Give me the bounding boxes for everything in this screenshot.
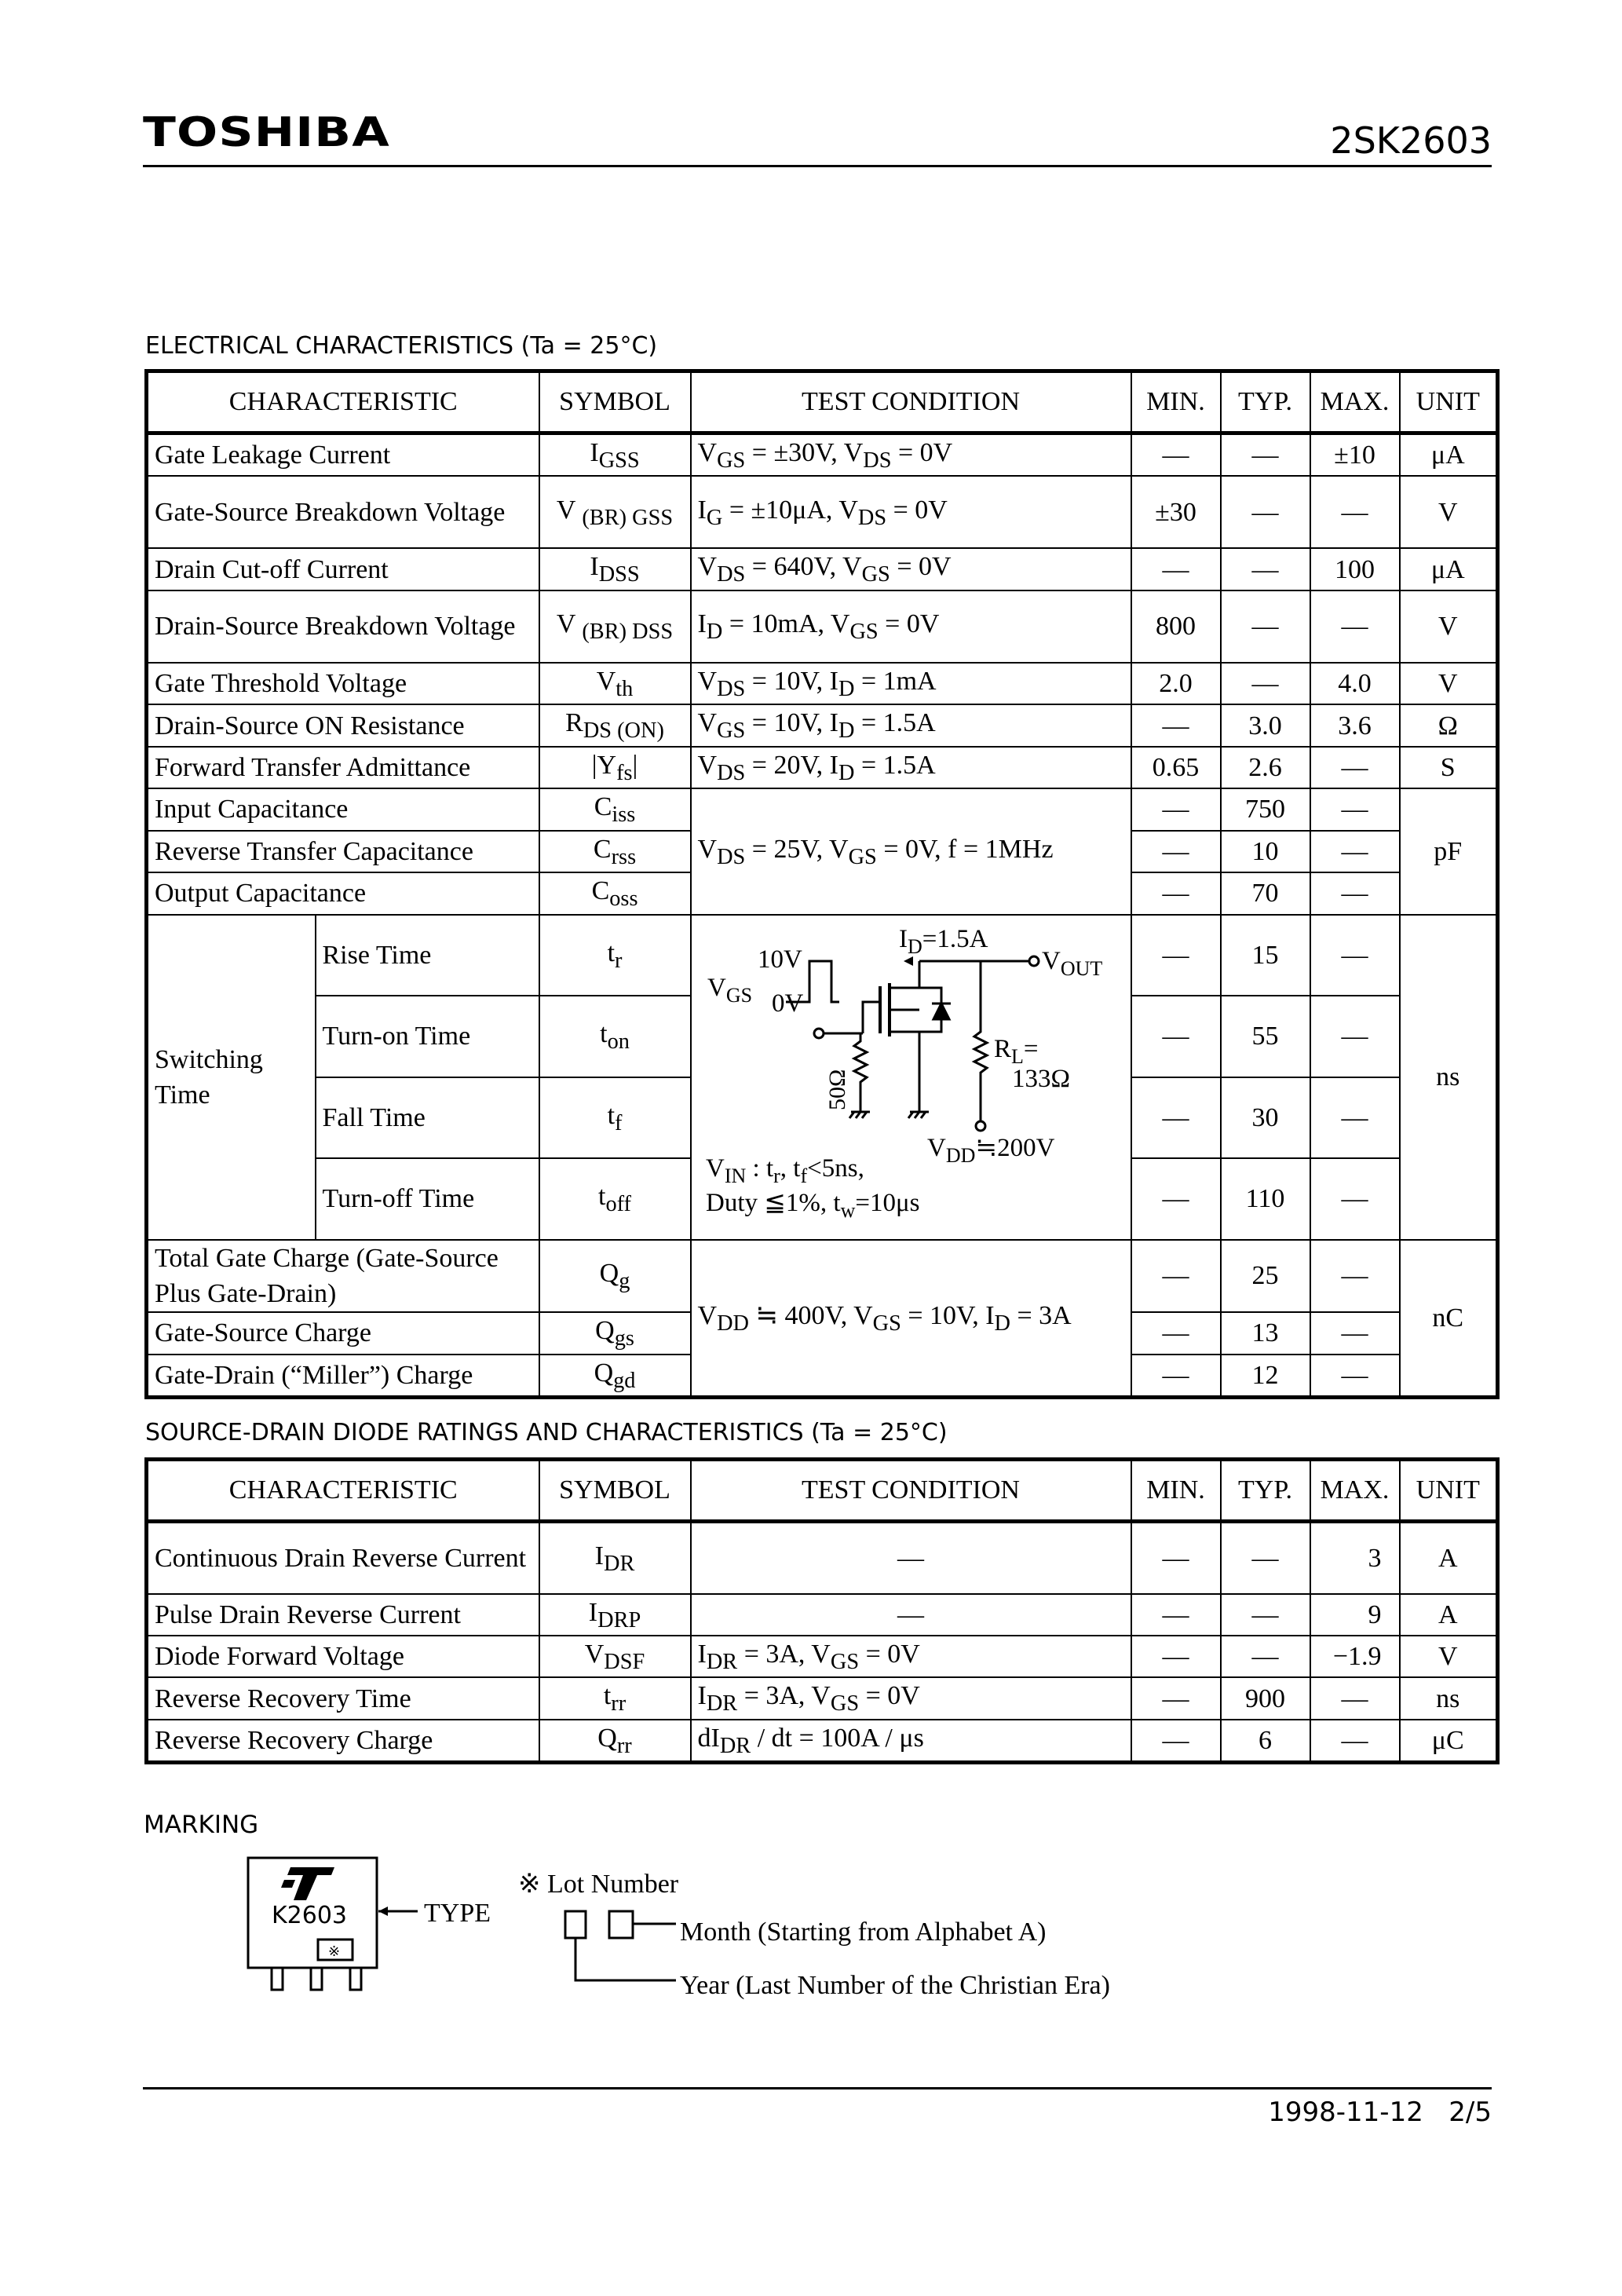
row-name: Gate-Source Charge [147, 1312, 539, 1354]
min-value: — [1131, 548, 1221, 590]
min-value: — [1131, 704, 1221, 746]
min-value: ±30 [1131, 476, 1221, 548]
symbol-crss: $C_{rss}$ [539, 831, 691, 872]
condition: $I_G = \pm 10\mu A$, $V_{DS} = 0V$ [691, 476, 1131, 548]
switching-circuit-cell [691, 915, 1131, 1240]
package-marking-diagram [245, 1855, 496, 2004]
max-value: — [1310, 788, 1400, 830]
unit-value: V [1400, 590, 1498, 663]
electrical-title: ELECTRICAL CHARACTERISTICS (Ta = 25°C) [145, 332, 658, 360]
month-label: Month (Starting from Alphabet A) [680, 1918, 1047, 1947]
table-row [147, 663, 1498, 704]
unit-value: μC [1400, 1720, 1498, 1763]
typ-value: 110 [1221, 1158, 1310, 1240]
row-name: Drain Cut-off Current [147, 548, 539, 590]
symbol-idr: $I_{DR}$ [539, 1522, 691, 1594]
row-name: Drain-Source Breakdown Voltage [147, 590, 539, 663]
max-value: — [1310, 872, 1400, 914]
row-name: Gate-Drain (“Miller”) Charge [147, 1355, 539, 1398]
row-name: Reverse Recovery Time [147, 1677, 539, 1719]
footer-date: 1998-11-12 [1268, 2097, 1423, 2128]
max-value: — [1310, 831, 1400, 872]
col-unit: UNIT [1400, 1460, 1498, 1522]
min-value: 2.0 [1131, 663, 1221, 704]
label-vgs: $V_{GS}$ [707, 973, 752, 1007]
col-test-condition: TEST CONDITION [691, 371, 1131, 433]
table-row [147, 1594, 1498, 1636]
row-name: Turn-off Time [316, 1158, 539, 1240]
symbol-coss: $C_{oss}$ [539, 872, 691, 914]
symbol-rdson: $R_{DS (ON)}$ [539, 704, 691, 746]
col-max: MAX. [1310, 371, 1400, 433]
label-50-ohm: 50Ω [824, 1069, 850, 1110]
max-value: — [1310, 1077, 1400, 1159]
label-rl: $R_L=$ [993, 1034, 1039, 1068]
col-symbol: SYMBOL [539, 1460, 691, 1522]
symbol-vth: $V_{th}$ [539, 663, 691, 704]
max-value: — [1310, 1312, 1400, 1354]
col-typ: TYP. [1221, 1460, 1310, 1522]
unit-value: ns [1400, 915, 1498, 1240]
row-name: Rise Time [316, 915, 539, 996]
unit-value: μA [1400, 548, 1498, 590]
table-row [147, 433, 1498, 477]
row-name: Pulse Drain Reverse Current [147, 1594, 539, 1636]
max-value: — [1310, 1240, 1400, 1312]
symbol-qgd: $Q_{gd}$ [539, 1355, 691, 1398]
max-value: 3 [1310, 1522, 1400, 1594]
marking-title: MARKING [144, 1811, 259, 1839]
symbol-vbrgss: V $_{(BR) GSS}$ [539, 476, 691, 548]
row-name: Gate Leakage Current [147, 433, 539, 477]
unit-value: V [1400, 1636, 1498, 1677]
min-value: — [1131, 1677, 1221, 1719]
typ-value: — [1221, 476, 1310, 548]
diode-title: SOURCE-DRAIN DIODE RATINGS AND CHARACTERISTICS (Ta = 25°C) [145, 1419, 948, 1446]
typ-value: 12 [1221, 1355, 1310, 1398]
min-value: — [1131, 872, 1221, 914]
typ-value: 3.0 [1221, 704, 1310, 746]
row-name: Diode Forward Voltage [147, 1636, 539, 1677]
row-name: Turn-on Time [316, 996, 539, 1077]
label-vdd: $V_{DD}≒200V$ [926, 1133, 1054, 1167]
max-value: −1.9 [1310, 1636, 1400, 1677]
unit-value: V [1400, 476, 1498, 548]
min-value: — [1131, 433, 1221, 477]
typ-value: — [1221, 1522, 1310, 1594]
table-row [147, 476, 1498, 548]
min-value: — [1131, 1312, 1221, 1354]
max-value: 9 [1310, 1594, 1400, 1636]
min-value: — [1131, 1594, 1221, 1636]
condition: $V_{DS} = 640V$, $V_{GS} = 0V$ [691, 548, 1131, 590]
max-value: — [1310, 590, 1400, 663]
unit-value: A [1400, 1522, 1498, 1594]
condition: $I_D = 10mA$, $V_{GS} = 0V$ [691, 590, 1131, 663]
unit-value: pF [1400, 788, 1498, 914]
min-value: — [1131, 996, 1221, 1077]
switching-test-circuit [692, 916, 1129, 1239]
col-characteristic: CHARACTERISTIC [147, 371, 539, 433]
unit-value: nC [1400, 1240, 1498, 1398]
table-row [147, 590, 1498, 663]
table-row [147, 1240, 1498, 1312]
symbol-igss: $I_{GSS}$ [539, 433, 691, 477]
max-value: — [1310, 747, 1400, 788]
row-name: Forward Transfer Admittance [147, 747, 539, 788]
symbol-ciss: $C_{iss}$ [539, 788, 691, 830]
min-value: — [1131, 1355, 1221, 1398]
label-vin-timing: $V_{IN}$ : $t_r$, $t_f<5ns$, [705, 1153, 864, 1187]
symbol-yfs: $|Y_{fs}|$ [539, 747, 691, 788]
symbol-vbrdss: V $_{(BR) DSS}$ [539, 590, 691, 663]
max-value: 4.0 [1310, 663, 1400, 704]
unit-value: S [1400, 747, 1498, 788]
typ-value: — [1221, 1594, 1310, 1636]
footer-page: 2/5 [1448, 2097, 1492, 2128]
lot-code-boxes [562, 1908, 680, 1994]
typ-value: 15 [1221, 915, 1310, 996]
row-name: Drain-Source ON Resistance [147, 704, 539, 746]
row-name: Input Capacitance [147, 788, 539, 830]
row-name: Reverse Recovery Charge [147, 1720, 539, 1763]
typ-value: 6 [1221, 1720, 1310, 1763]
max-value: — [1310, 1720, 1400, 1763]
symbol-qg: $Q_g$ [539, 1240, 691, 1312]
max-value: — [1310, 915, 1400, 996]
label-duty: Duty ≦1%, $t_w=10\mu s$ [705, 1188, 920, 1222]
max-value: ±10 [1310, 433, 1400, 477]
table-row [147, 704, 1498, 746]
symbol-trr: $t_{rr}$ [539, 1677, 691, 1719]
table-row [147, 1522, 1498, 1594]
typ-value: — [1221, 590, 1310, 663]
symbol-ton: $t_{on}$ [539, 996, 691, 1077]
col-min: MIN. [1131, 371, 1221, 433]
label-vout: $V_{OUT}$ [1041, 946, 1102, 980]
col-unit: UNIT [1400, 371, 1498, 433]
typ-value: 900 [1221, 1677, 1310, 1719]
brand-logo: TOSHIBA [143, 109, 390, 156]
header-rule [143, 165, 1492, 167]
row-name: Fall Time [316, 1077, 539, 1159]
electrical-table [144, 369, 1500, 1399]
condition: — [691, 1594, 1131, 1636]
min-value: — [1131, 831, 1221, 872]
table-row [147, 747, 1498, 788]
lot-number-label: ※ Lot Number [518, 1870, 679, 1899]
condition: $V_{DS} = 25V$, $V_{GS} = 0V$, f = 1MHz [691, 788, 1131, 914]
symbol-qgs: $Q_{gs}$ [539, 1312, 691, 1354]
condition: $V_{DD}$ ≒ 400V, $V_{GS} = 10V$, $I_D = 3A$ [691, 1240, 1131, 1398]
unit-value: A [1400, 1594, 1498, 1636]
max-value: 100 [1310, 548, 1400, 590]
label-0v: 0V [771, 989, 803, 1018]
min-value: — [1131, 1720, 1221, 1763]
min-value: 800 [1131, 590, 1221, 663]
min-value: — [1131, 915, 1221, 996]
typ-value: — [1221, 548, 1310, 590]
row-name: Total Gate Charge (Gate-Source Plus Gate-Drain) [147, 1240, 539, 1312]
footer-rule [143, 2087, 1492, 2089]
typ-value: 70 [1221, 872, 1310, 914]
symbol-toff: $t_{off}$ [539, 1158, 691, 1240]
table-header-row [147, 1460, 1498, 1522]
symbol-vdsf: $V_{DSF}$ [539, 1636, 691, 1677]
min-value: — [1131, 1077, 1221, 1159]
table-row [147, 548, 1498, 590]
min-value: — [1131, 1158, 1221, 1240]
col-typ: TYP. [1221, 371, 1310, 433]
col-symbol: SYMBOL [539, 371, 691, 433]
max-value: 3.6 [1310, 704, 1400, 746]
max-value: — [1310, 1677, 1400, 1719]
table-row [147, 915, 1498, 996]
unit-value: V [1400, 663, 1498, 704]
unit-value: μA [1400, 433, 1498, 477]
row-name: Gate Threshold Voltage [147, 663, 539, 704]
diode-table [144, 1457, 1500, 1764]
max-value: — [1310, 1355, 1400, 1398]
table-row [147, 1677, 1498, 1719]
min-value: 0.65 [1131, 747, 1221, 788]
typ-value: — [1221, 433, 1310, 477]
typ-value: 750 [1221, 788, 1310, 830]
col-max: MAX. [1310, 1460, 1400, 1522]
col-min: MIN. [1131, 1460, 1221, 1522]
lot-mark-symbol: ※ [328, 1943, 341, 1960]
label-id: $I_D=1.5A$ [898, 924, 988, 958]
footer [1268, 2097, 1492, 2128]
condition: $I_{DR} = 3A$, $V_{GS} = 0V$ [691, 1636, 1131, 1677]
load-resistor [974, 961, 987, 1121]
symbol-qrr: $Q_{rr}$ [539, 1720, 691, 1763]
symbol-idrp: $I_{DRP}$ [539, 1594, 691, 1636]
condition: — [691, 1522, 1131, 1594]
row-name: Output Capacitance [147, 872, 539, 914]
typ-value: 55 [1221, 996, 1310, 1077]
row-name: Gate-Source Breakdown Voltage [147, 476, 539, 548]
condition: $V_{GS} = \pm 30V$, $V_{DS} = 0V$ [691, 433, 1131, 477]
typ-value: — [1221, 1636, 1310, 1677]
condition: $dI_{DR}$ / dt = 100A / μs [691, 1720, 1131, 1763]
type-callout: TYPE [424, 1899, 491, 1928]
package-type-label: K2603 [272, 1902, 348, 1929]
typ-value: 30 [1221, 1077, 1310, 1159]
typ-value: 10 [1221, 831, 1310, 872]
package-leads [272, 1968, 361, 1990]
table-row [147, 1720, 1498, 1763]
switching-label: Switching Time [147, 915, 316, 1240]
unit-value: Ω [1400, 704, 1498, 746]
label-10v: 10V [757, 945, 802, 974]
part-number: 2SK2603 [1330, 119, 1492, 162]
symbol-tr: $t_r$ [539, 915, 691, 996]
row-name: Reverse Transfer Capacitance [147, 831, 539, 872]
label-rl-value: 133Ω [1011, 1064, 1070, 1093]
typ-value: — [1221, 663, 1310, 704]
max-value: — [1310, 996, 1400, 1077]
table-row [147, 788, 1498, 830]
min-value: — [1131, 1522, 1221, 1594]
min-value: — [1131, 1240, 1221, 1312]
toshiba-logo-mark [281, 1867, 334, 1900]
year-label: Year (Last Number of the Christian Era) [680, 1971, 1110, 2000]
col-characteristic: CHARACTERISTIC [147, 1460, 539, 1522]
table-header-row [147, 371, 1498, 433]
symbol-tf: $t_f$ [539, 1077, 691, 1159]
row-name: Continuous Drain Reverse Current [147, 1522, 539, 1594]
typ-value: 13 [1221, 1312, 1310, 1354]
max-value: — [1310, 1158, 1400, 1240]
resistor-50-ohm [854, 1033, 867, 1112]
table-row [147, 1636, 1498, 1677]
typ-value: 2.6 [1221, 747, 1310, 788]
condition: $I_{DR} = 3A$, $V_{GS} = 0V$ [691, 1677, 1131, 1719]
condition: $V_{DS} = 20V$, $I_D = 1.5A$ [691, 747, 1131, 788]
min-value: — [1131, 1636, 1221, 1677]
unit-value: ns [1400, 1677, 1498, 1719]
min-value: — [1131, 788, 1221, 830]
typ-value: 25 [1221, 1240, 1310, 1312]
col-test-condition: TEST CONDITION [691, 1460, 1131, 1522]
max-value: — [1310, 476, 1400, 548]
condition: $V_{DS} = 10V$, $I_D = 1mA$ [691, 663, 1131, 704]
condition: $V_{GS} = 10V$, $I_D = 1.5A$ [691, 704, 1131, 746]
symbol-idss: $I_{DSS}$ [539, 548, 691, 590]
